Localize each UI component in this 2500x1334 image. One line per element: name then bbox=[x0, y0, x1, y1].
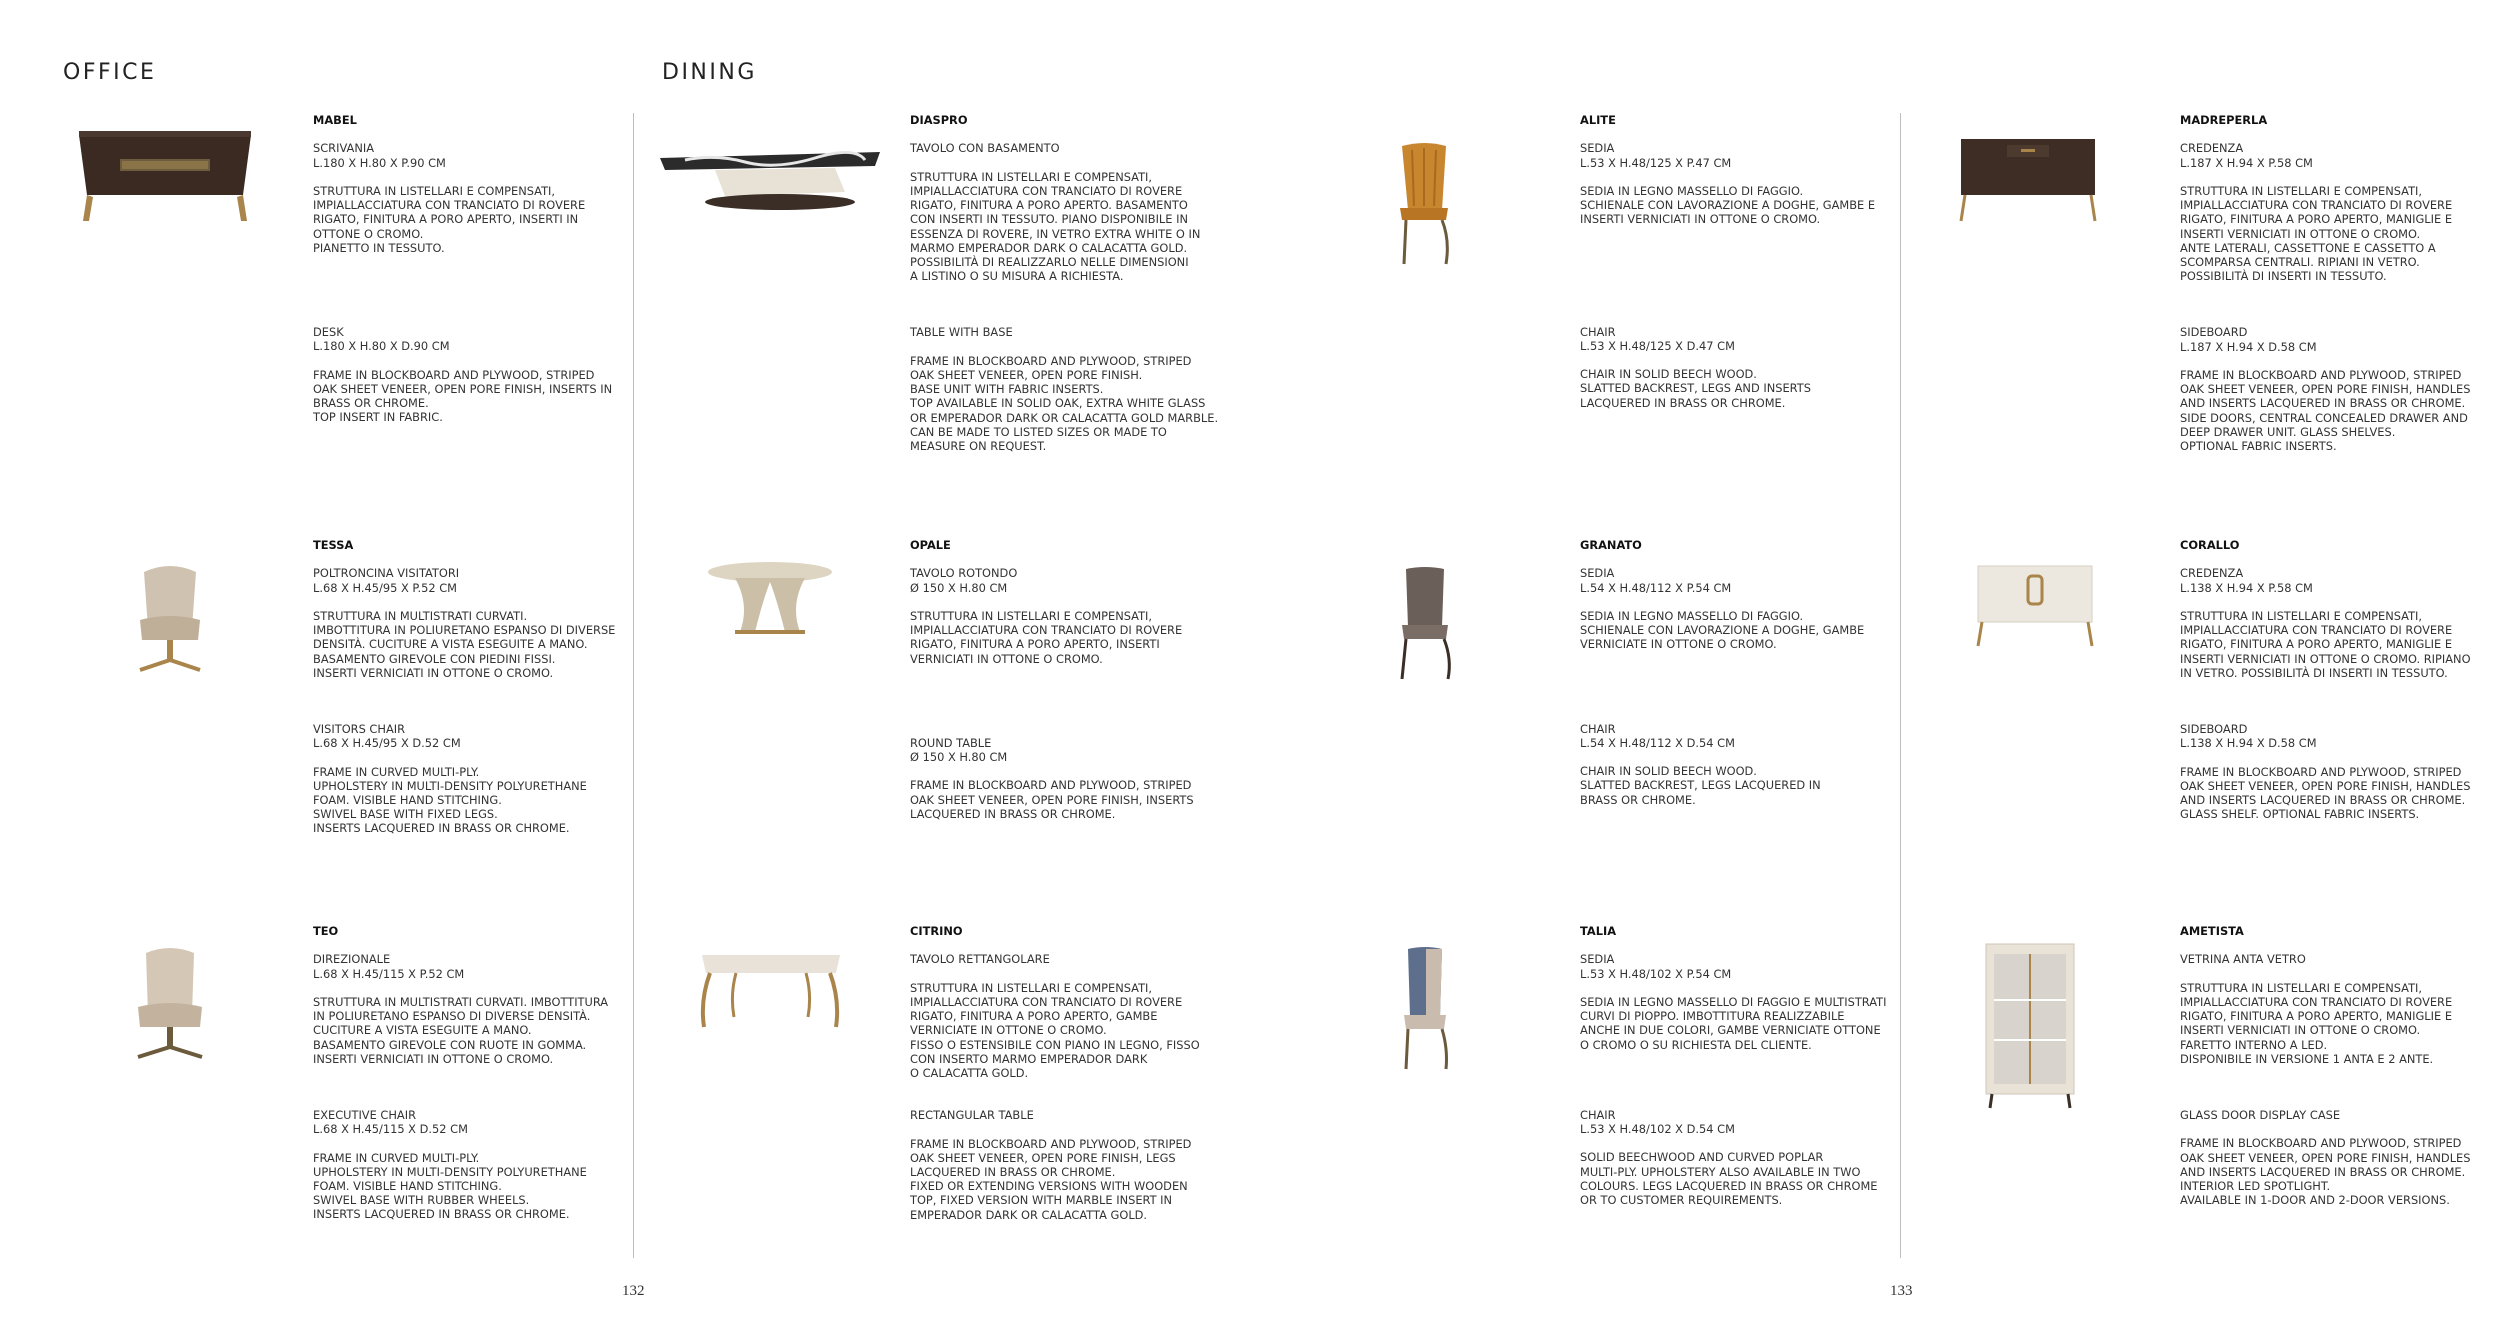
product-type-it: CREDENZA bbox=[2180, 141, 2244, 156]
product-type-en: VISITORS CHAIR bbox=[313, 722, 406, 736]
column-divider bbox=[1900, 113, 1901, 1258]
product-type-en: CHAIR bbox=[1580, 1107, 1616, 1122]
product-type-it: TAVOLO CON BASAMENTO bbox=[910, 141, 1060, 156]
page-number-left: 132 bbox=[622, 1283, 645, 1299]
product-name: DIASPRO bbox=[910, 113, 968, 127]
product-dimensions-it: L.68 X H.45/115 X P.52 CM bbox=[313, 966, 465, 981]
product-description-it: STRUTTURA IN LISTELLARI E COMPENSATI, IMPIALLACCIATURA CON TRANCIATO DI ROVERE RIGATO, FINITURA A PORO APERTO, INSERTI VERNICIATI IN OTTONE O CROMO. bbox=[910, 608, 1183, 666]
product-type-it: CREDENZA bbox=[2180, 566, 2244, 581]
product-type-it: SCRIVANIA bbox=[313, 141, 374, 156]
product-talia bbox=[1580, 924, 1900, 1207]
product-dimensions-it: L.53 X H.48/125 X P.47 CM bbox=[1580, 155, 1732, 170]
product-dimensions-en: Ø 150 X H.80 CM bbox=[910, 750, 1008, 764]
product-description-it: STRUTTURA IN LISTELLARI E COMPENSATI, IMPIALLACCIATURA CON TRANCIATO DI ROVERE RIGATO, FINITURA A PORO APERTO, MANIGLIE E INSERTI VERNICIATI IN OTTONE O CROMO. ANTE LATERALI, CASSETTONE E CASSETTO A SCOMPARSA CENTRALI. RIPIANI IN VETRO. POSSIBILITÀ DI INSERTI IN TESSUTO. bbox=[2180, 183, 2453, 284]
product-name: ALITE bbox=[1580, 113, 1616, 127]
product-name: TALIA bbox=[1580, 924, 1617, 938]
alite-chair-image bbox=[1390, 140, 1460, 270]
product-name: TESSA bbox=[313, 538, 354, 552]
section-title-office: OFFICE bbox=[63, 60, 157, 85]
product-description-it: STRUTTURA IN LISTELLARI E COMPENSATI, IMPIALLACCIATURA CON TRANCIATO DI ROVERE RIGATO, FINITURA A PORO APERTO, MANIGLIE E INSERTI VERNICIATI IN OTTONE O CROMO. FARETTO INTERNO A LED. DISPONIBILE IN VERSIONE 1 ANTA E 2 ANTE. bbox=[2180, 980, 2453, 1066]
product-ametista bbox=[2180, 924, 2500, 1207]
product-type-en: EXECUTIVE CHAIR bbox=[313, 1108, 416, 1122]
product-type-it: SEDIA bbox=[1580, 952, 1615, 967]
product-dimensions-it: L.68 X H.45/95 X P.52 CM bbox=[313, 580, 457, 595]
mabel-desk-image bbox=[75, 125, 255, 225]
product-opale bbox=[910, 538, 1230, 821]
product-type-it: POLTRONCINA VISITATORI bbox=[313, 566, 460, 581]
product-alite bbox=[1580, 113, 1900, 410]
product-type-it: SEDIA bbox=[1580, 566, 1615, 581]
product-description-it: SEDIA IN LEGNO MASSELLO DI FAGGIO. SCHIENALE CON LAVORAZIONE A DOGHE, GAMBE VERNICIATE IN OTTONE O CROMO. bbox=[1580, 608, 1865, 652]
product-description-en: FRAME IN CURVED MULTI-PLY. UPHOLSTERY IN MULTI-DENSITY POLYURETHANE FOAM. VISIBLE HAND STITCHING. SWIVEL BASE WITH FIXED LEGS. INSERTS LACQUERED IN BRASS OR CHROME. bbox=[313, 764, 587, 836]
product-description-en: FRAME IN BLOCKBOARD AND PLYWOOD, STRIPED OAK SHEET VENEER, OPEN PORE FINISH, HANDLES AND INSERTS LACQUERED IN BRASS OR CHROME. INTERIOR LED SPOTLIGHT. AVAILABLE IN 1-DOOR AND 2-DOOR VERSIONS. bbox=[2180, 1136, 2471, 1208]
product-dimensions-en: L.187 X H.94 X D.58 CM bbox=[2180, 339, 2317, 354]
product-madreperla bbox=[2180, 113, 2500, 453]
product-name: OPALE bbox=[910, 538, 951, 552]
product-dimensions-en: L.53 X H.48/125 X D.47 CM bbox=[1580, 338, 1735, 353]
product-description-it: STRUTTURA IN LISTELLARI E COMPENSATI, IMPIALLACCIATURA CON TRANCIATO DI ROVERE RIGATO, FINITURA A PORO APERTO. BASAMENTO CON INSERTI IN TESSUTO. PIANO DISPONIBILE IN ESSENZA DI ROVERE, IN VETRO EXTRA WHITE O IN MARMO EMPERADOR DARK O CALACATTA GOLD. POSSIBILITÀ DI REALIZZARLO NELLE DIMENSIONI A LISTINO O SU MISURA A RICHIESTA. bbox=[910, 169, 1201, 284]
madreperla-sideboard-image bbox=[1955, 135, 2100, 225]
product-dimensions-en: L.53 X H.48/102 X D.54 CM bbox=[1580, 1122, 1735, 1136]
product-type-en: ROUND TABLE bbox=[910, 735, 992, 750]
product-description-en: FRAME IN BLOCKBOARD AND PLYWOOD, STRIPED OAK SHEET VENEER, OPEN PORE FINISH, HANDLES AND INSERTS LACQUERED IN BRASS OR CHROME. GLASS SHELF. OPTIONAL FABRIC INSERTS. bbox=[2180, 764, 2471, 822]
ametista-vitrine-image bbox=[1980, 940, 2080, 1110]
product-dimensions-it: L.180 X H.80 X P.90 CM bbox=[313, 155, 446, 170]
product-description-en: FRAME IN BLOCKBOARD AND PLYWOOD, STRIPED OAK SHEET VENEER, OPEN PORE FINISH, LEGS LACQUERED IN BRASS OR CHROME. FIXED OR EXTENDING VERSIONS WITH WOODEN TOP, FIXED VERSION WITH MARBLE INSERT IN EMPERADOR DARK OR CALACATTA GOLD. bbox=[910, 1136, 1192, 1222]
opale-table-image bbox=[705, 560, 835, 640]
product-description-en: CHAIR IN SOLID BEECH WOOD. SLATTED BACKREST, LEGS AND INSERTS LACQUERED IN BRASS OR CHROME. bbox=[1580, 367, 1811, 410]
product-description-en: FRAME IN BLOCKBOARD AND PLYWOOD, STRIPED OAK SHEET VENEER, OPEN PORE FINISH, INSERTS LACQUERED IN BRASS OR CHROME. bbox=[910, 778, 1194, 821]
product-description-en: CHAIR IN SOLID BEECH WOOD. SLATTED BACKREST, LEGS LACQUERED IN BRASS OR CHROME. bbox=[1580, 764, 1821, 807]
product-dimensions-it: L.53 X H.48/102 X P.54 CM bbox=[1580, 966, 1732, 981]
product-mabel bbox=[313, 113, 633, 424]
product-name: CITRINO bbox=[910, 924, 963, 938]
product-description-en: FRAME IN BLOCKBOARD AND PLYWOOD, STRIPED OAK SHEET VENEER, OPEN PORE FINISH, HANDLES AND INSERTS LACQUERED IN BRASS OR CHROME. SIDE DOORS, CENTRAL CONCEALED DRAWER AND DEEP DRAWER UNIT. GLASS SHELVES. OPTIONAL FABRIC INSERTS. bbox=[2180, 368, 2471, 454]
product-type-en: SIDEBOARD bbox=[2180, 325, 2248, 340]
column-divider bbox=[633, 113, 634, 1258]
product-name: CORALLO bbox=[2180, 538, 2240, 552]
product-name: AMETISTA bbox=[2180, 924, 2244, 938]
product-granato bbox=[1580, 538, 1900, 807]
tessa-chair-image bbox=[130, 560, 210, 680]
product-type-it: DIREZIONALE bbox=[313, 952, 391, 967]
product-name: TEO bbox=[313, 924, 339, 938]
product-type-en: GLASS DOOR DISPLAY CASE bbox=[2180, 1108, 2341, 1122]
product-description-it: SEDIA IN LEGNO MASSELLO DI FAGGIO E MULTISTRATI CURVI DI PIOPPO. IMBOTTITURA REALIZZABILE ANCHE IN DUE COLORI, GAMBE VERNICIATE OTTONE O CROMO O SU RICHIESTA DEL CLIENTE. bbox=[1580, 994, 1887, 1052]
product-type-en: RECTANGULAR TABLE bbox=[910, 1108, 1034, 1123]
granato-chair-image bbox=[1390, 565, 1460, 685]
page-number-right: 133 bbox=[1890, 1283, 1913, 1299]
product-name: MADREPERLA bbox=[2180, 113, 2268, 127]
product-dimensions-en: L.54 X H.48/112 X D.54 CM bbox=[1580, 735, 1735, 750]
product-description-it: SEDIA IN LEGNO MASSELLO DI FAGGIO. SCHIENALE CON LAVORAZIONE A DOGHE, GAMBE E INSERTI VERNICIATI IN OTTONE O CROMO. bbox=[1580, 183, 1876, 227]
product-description-it: STRUTTURA IN MULTISTRATI CURVATI. IMBOTTITURA IN POLIURETANO ESPANSO DI DIVERSE DENSITÀ. CUCITURE A VISTA ESEGUITE A MANO. BASAMENTO GIREVOLE CON RUOTE IN GOMMA. INSERTI VERNICIATI IN OTTONE O CROMO. bbox=[313, 994, 609, 1066]
product-dimensions-en: L.68 X H.45/115 X D.52 CM bbox=[313, 1122, 468, 1137]
product-teo bbox=[313, 924, 633, 1222]
product-tessa bbox=[313, 538, 633, 836]
product-description-en: FRAME IN CURVED MULTI-PLY. UPHOLSTERY IN MULTI-DENSITY POLYURETHANE FOAM. VISIBLE HAND STITCHING. SWIVEL BASE WITH RUBBER WHEELS. INSERTS LACQUERED IN BRASS OR CHROME. bbox=[313, 1150, 587, 1222]
product-type-en: TABLE WITH BASE bbox=[910, 325, 1013, 340]
teo-chair-image bbox=[130, 945, 210, 1065]
product-description-it: STRUTTURA IN MULTISTRATI CURVATI. IMBOTTITURA IN POLIURETANO ESPANSO DI DIVERSE DENSITÀ. CUCITURE A VISTA ESEGUITE A MANO. BASAMENTO GIREVOLE CON PIEDINI FISSI. INSERTI VERNICIATI IN OTTONE O CROMO. bbox=[313, 608, 616, 680]
product-type-it: SEDIA bbox=[1580, 141, 1615, 156]
product-description-en: FRAME IN BLOCKBOARD AND PLYWOOD, STRIPED OAK SHEET VENEER, OPEN PORE FINISH, INSERTS IN BRASS OR CHROME. TOP INSERT IN FABRIC. bbox=[313, 367, 613, 425]
product-type-it: TAVOLO ROTONDO bbox=[910, 566, 1018, 581]
product-description-en: FRAME IN BLOCKBOARD AND PLYWOOD, STRIPED OAK SHEET VENEER, OPEN PORE FINISH. BASE UNIT WITH FABRIC INSERTS. TOP AVAILABLE IN SOLID OAK, EXTRA WHITE GLASS OR EMPERADOR DARK OR CALACATTA GOLD MARBLE. CAN BE MADE TO LISTED SIZES OR MADE TO MEASURE ON REQUEST. bbox=[910, 353, 1219, 454]
product-type-en: SIDEBOARD bbox=[2180, 722, 2248, 736]
section-title-dining: DINING bbox=[662, 60, 757, 85]
product-description-en: SOLID BEECHWOOD AND CURVED POPLAR MULTI-PLY. UPHOLSTERY ALSO AVAILABLE IN TWO COLOURS. LEGS LACQUERED IN BRASS OR CHROME OR TO CUSTOMER REQUIREMENTS. bbox=[1580, 1150, 1878, 1207]
product-diaspro bbox=[910, 113, 1230, 453]
product-description-it: STRUTTURA IN LISTELLARI E COMPENSATI, IMPIALLACCIATURA CON TRANCIATO DI ROVERE RIGATO, FINITURA A PORO APERTO, MANIGLIE E INSERTI VERNICIATI IN OTTONE O CROMO. RIPIANO IN VETRO. POSSIBILITÀ DI INSERTI IN TESSUTO. bbox=[2180, 608, 2471, 680]
product-description-it: STRUTTURA IN LISTELLARI E COMPENSATI, IMPIALLACCIATURA CON TRANCIATO DI ROVERE RIGATO, FINITURA A PORO APERTO, INSERTI IN OTTONE O CROMO. PIANETTO IN TESSUTO. bbox=[313, 183, 586, 255]
product-dimensions-it: L.138 X H.94 X P.58 CM bbox=[2180, 580, 2313, 595]
product-dimensions-en: L.180 X H.80 X D.90 CM bbox=[313, 339, 450, 354]
product-type-en: CHAIR bbox=[1580, 721, 1616, 736]
product-dimensions-en: L.138 X H.94 X D.58 CM bbox=[2180, 736, 2317, 751]
product-description-it: STRUTTURA IN LISTELLARI E COMPENSATI, IMPIALLACCIATURA CON TRANCIATO DI ROVERE RIGATO, FINITURA A PORO APERTO, GAMBE VERNICIATE IN OTTONE O CROMO. FISSO O ESTENSIBILE CON PIANO IN LEGNO, FISSO CON INSERTO MARMO EMPERADOR DARK O CALACATTA GOLD. bbox=[910, 980, 1200, 1080]
product-dimensions-en: L.68 X H.45/95 X D.52 CM bbox=[313, 736, 461, 751]
product-dimensions-it: L.187 X H.94 X P.58 CM bbox=[2180, 155, 2313, 170]
product-name: MABEL bbox=[313, 113, 357, 127]
product-type-it: VETRINA ANTA VETRO bbox=[2180, 952, 2306, 967]
citrino-table-image bbox=[690, 945, 850, 1035]
product-dimensions-it: Ø 150 X H.80 CM bbox=[910, 580, 1008, 595]
corallo-sideboard-image bbox=[1970, 560, 2100, 650]
talia-chair-image bbox=[1390, 945, 1460, 1075]
diaspro-table-image bbox=[655, 140, 885, 220]
product-dimensions-it: L.54 X H.48/112 X P.54 CM bbox=[1580, 580, 1732, 595]
product-citrino bbox=[910, 924, 1230, 1222]
product-type-en: DESK bbox=[313, 325, 344, 339]
product-type-en: CHAIR bbox=[1580, 324, 1616, 339]
product-corallo bbox=[2180, 538, 2500, 821]
product-name: GRANATO bbox=[1580, 538, 1642, 552]
product-type-it: TAVOLO RETTANGOLARE bbox=[910, 952, 1050, 967]
